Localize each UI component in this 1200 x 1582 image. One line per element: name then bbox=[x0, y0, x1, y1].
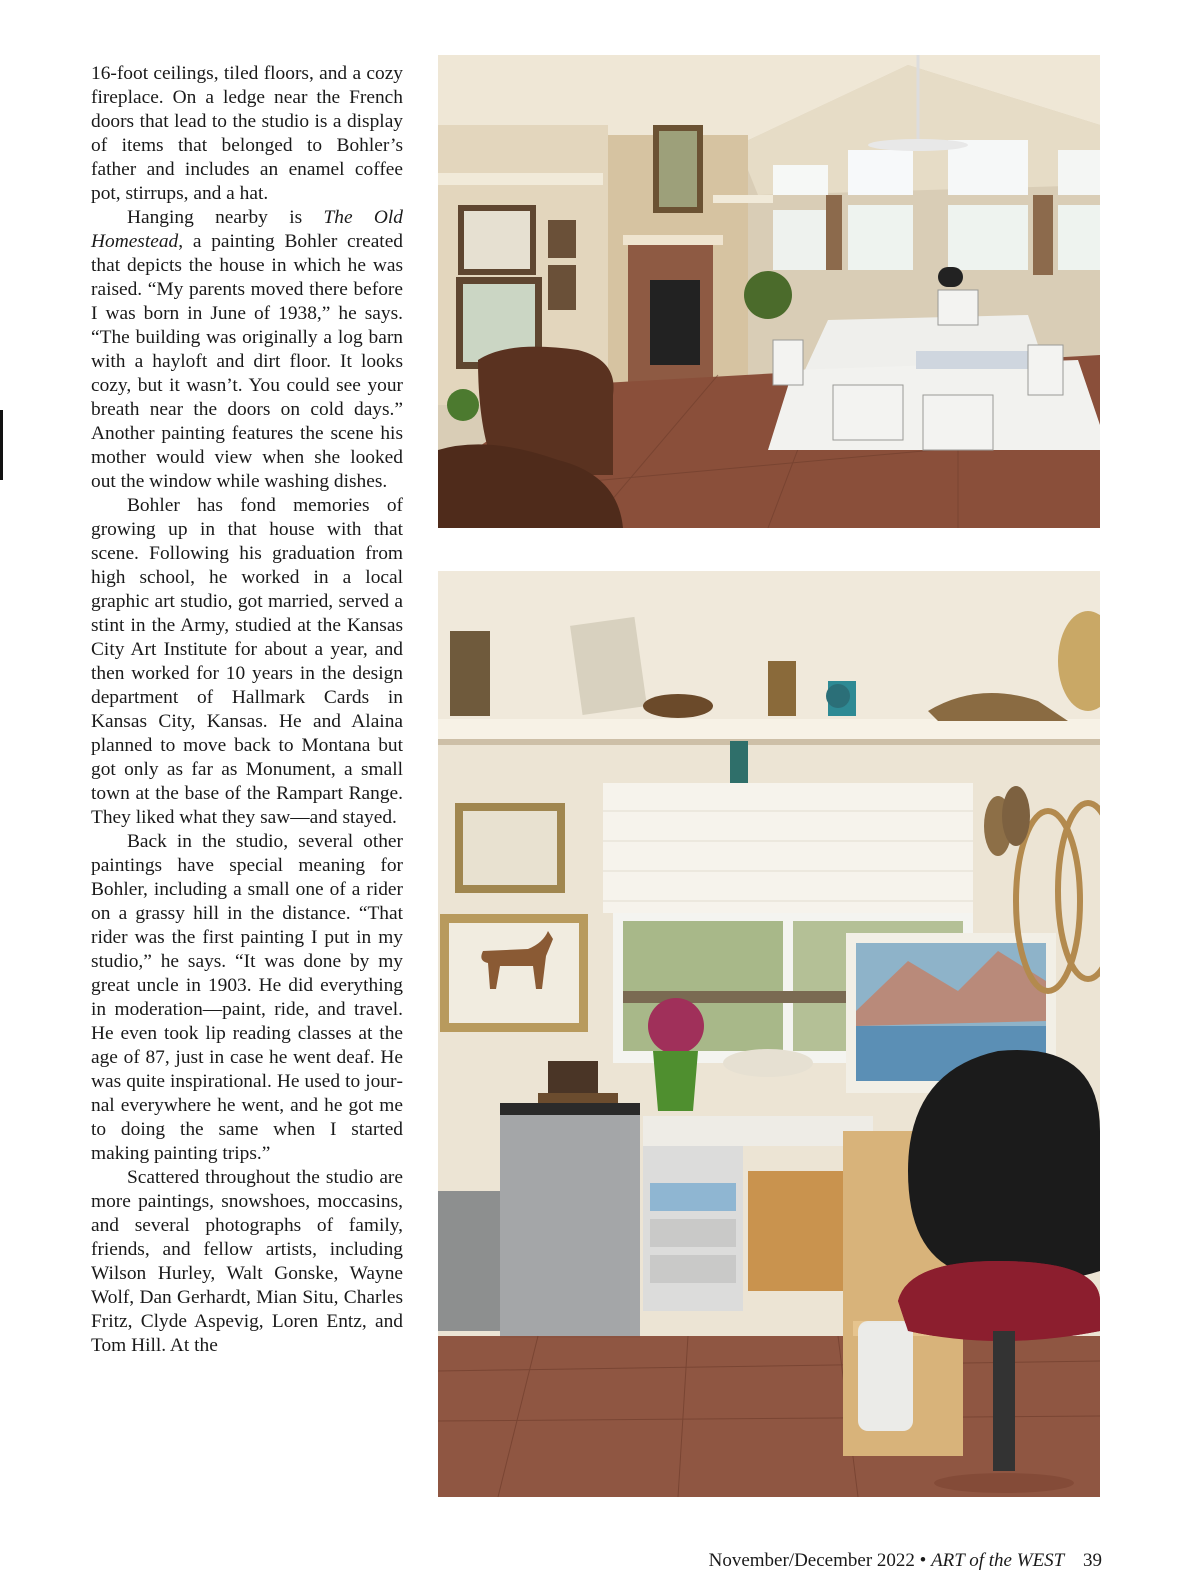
page-edge-mark bbox=[0, 410, 3, 480]
painting-title: The Old Homestead bbox=[91, 207, 403, 252]
paragraph-2-rest: , a painting Bohler created that depicts the house in which he was raised. “My parents moved there before I was born in June of 1938,” he says. “The building was originally a log barn with a hayloft and dirt floor. It looks cozy, but it wasn’t. You could see your breath near the doors on cold days.” Another painting features the scene his mother would view when she looked out the window while washing dishes. bbox=[91, 231, 403, 492]
page-footer bbox=[709, 1550, 1102, 1572]
paragraph-2 bbox=[91, 206, 403, 494]
magazine-name: ART of the WEST bbox=[931, 1550, 1065, 1571]
photo-studio-corner bbox=[438, 571, 1100, 1497]
footer-bullet: • bbox=[919, 1550, 927, 1571]
paragraph-3: Bohler has fond memories of growing up in that house with that scene. Following his graduation from high school, he worked in a local graphic art studio, got married, served a stint in the Army, studied at the Kansas City Art Institute for about a year, and then worked for 10 years in the design department of Hallmark Cards in Kansas City, Kansas. He and Alaina planned to move back to Montana but got only as far as Monument, a small town at the base of the Rampart Range. They liked what they saw—and stayed. bbox=[91, 495, 403, 828]
living-room-illustration bbox=[438, 55, 1100, 528]
paragraph-2-lead: Hanging nearby is bbox=[127, 207, 324, 228]
paragraph-1: 16-foot ceilings, tiled floors, and a cozy fireplace. On a ledge near the French doors that lead to the studio is a display of items that belonged to Bohler’s father and includes an enamel coffee pot, stirrups, and a hat. bbox=[91, 63, 403, 204]
article-column bbox=[91, 62, 403, 1358]
photo-living-room bbox=[438, 55, 1100, 528]
paragraph-4: Back in the studio, several other paintings have special meaning for Bohler, including a small one of a rider on a grassy hill in the distance. “That rider was the first painting I put in my studio,” he says. “It was done by my great uncle in 1903. He did everything in moderation—paint, ride, and travel. He even took lip reading classes at the age of 87, just in case he went deaf. He was quite inspirational. He used to journal everywhere he went, and he got me to doing the same when I started making painting trips.” bbox=[91, 831, 403, 1164]
paragraph-5: Scattered throughout the studio are more paintings, snowshoes, moccasins, and several photographs of family, friends, and fellow artists, including Wilson Hurley, Walt Gonske, Wayne Wolf, Dan Gerhardt, Mian Situ, Charles Fritz, Clyde Aspevig, Loren Entz, and Tom Hill. At the bbox=[91, 1167, 403, 1356]
page-number: 39 bbox=[1083, 1550, 1102, 1571]
studio-corner-illustration bbox=[438, 571, 1100, 1497]
issue-date: November/December 2022 bbox=[708, 1550, 915, 1571]
